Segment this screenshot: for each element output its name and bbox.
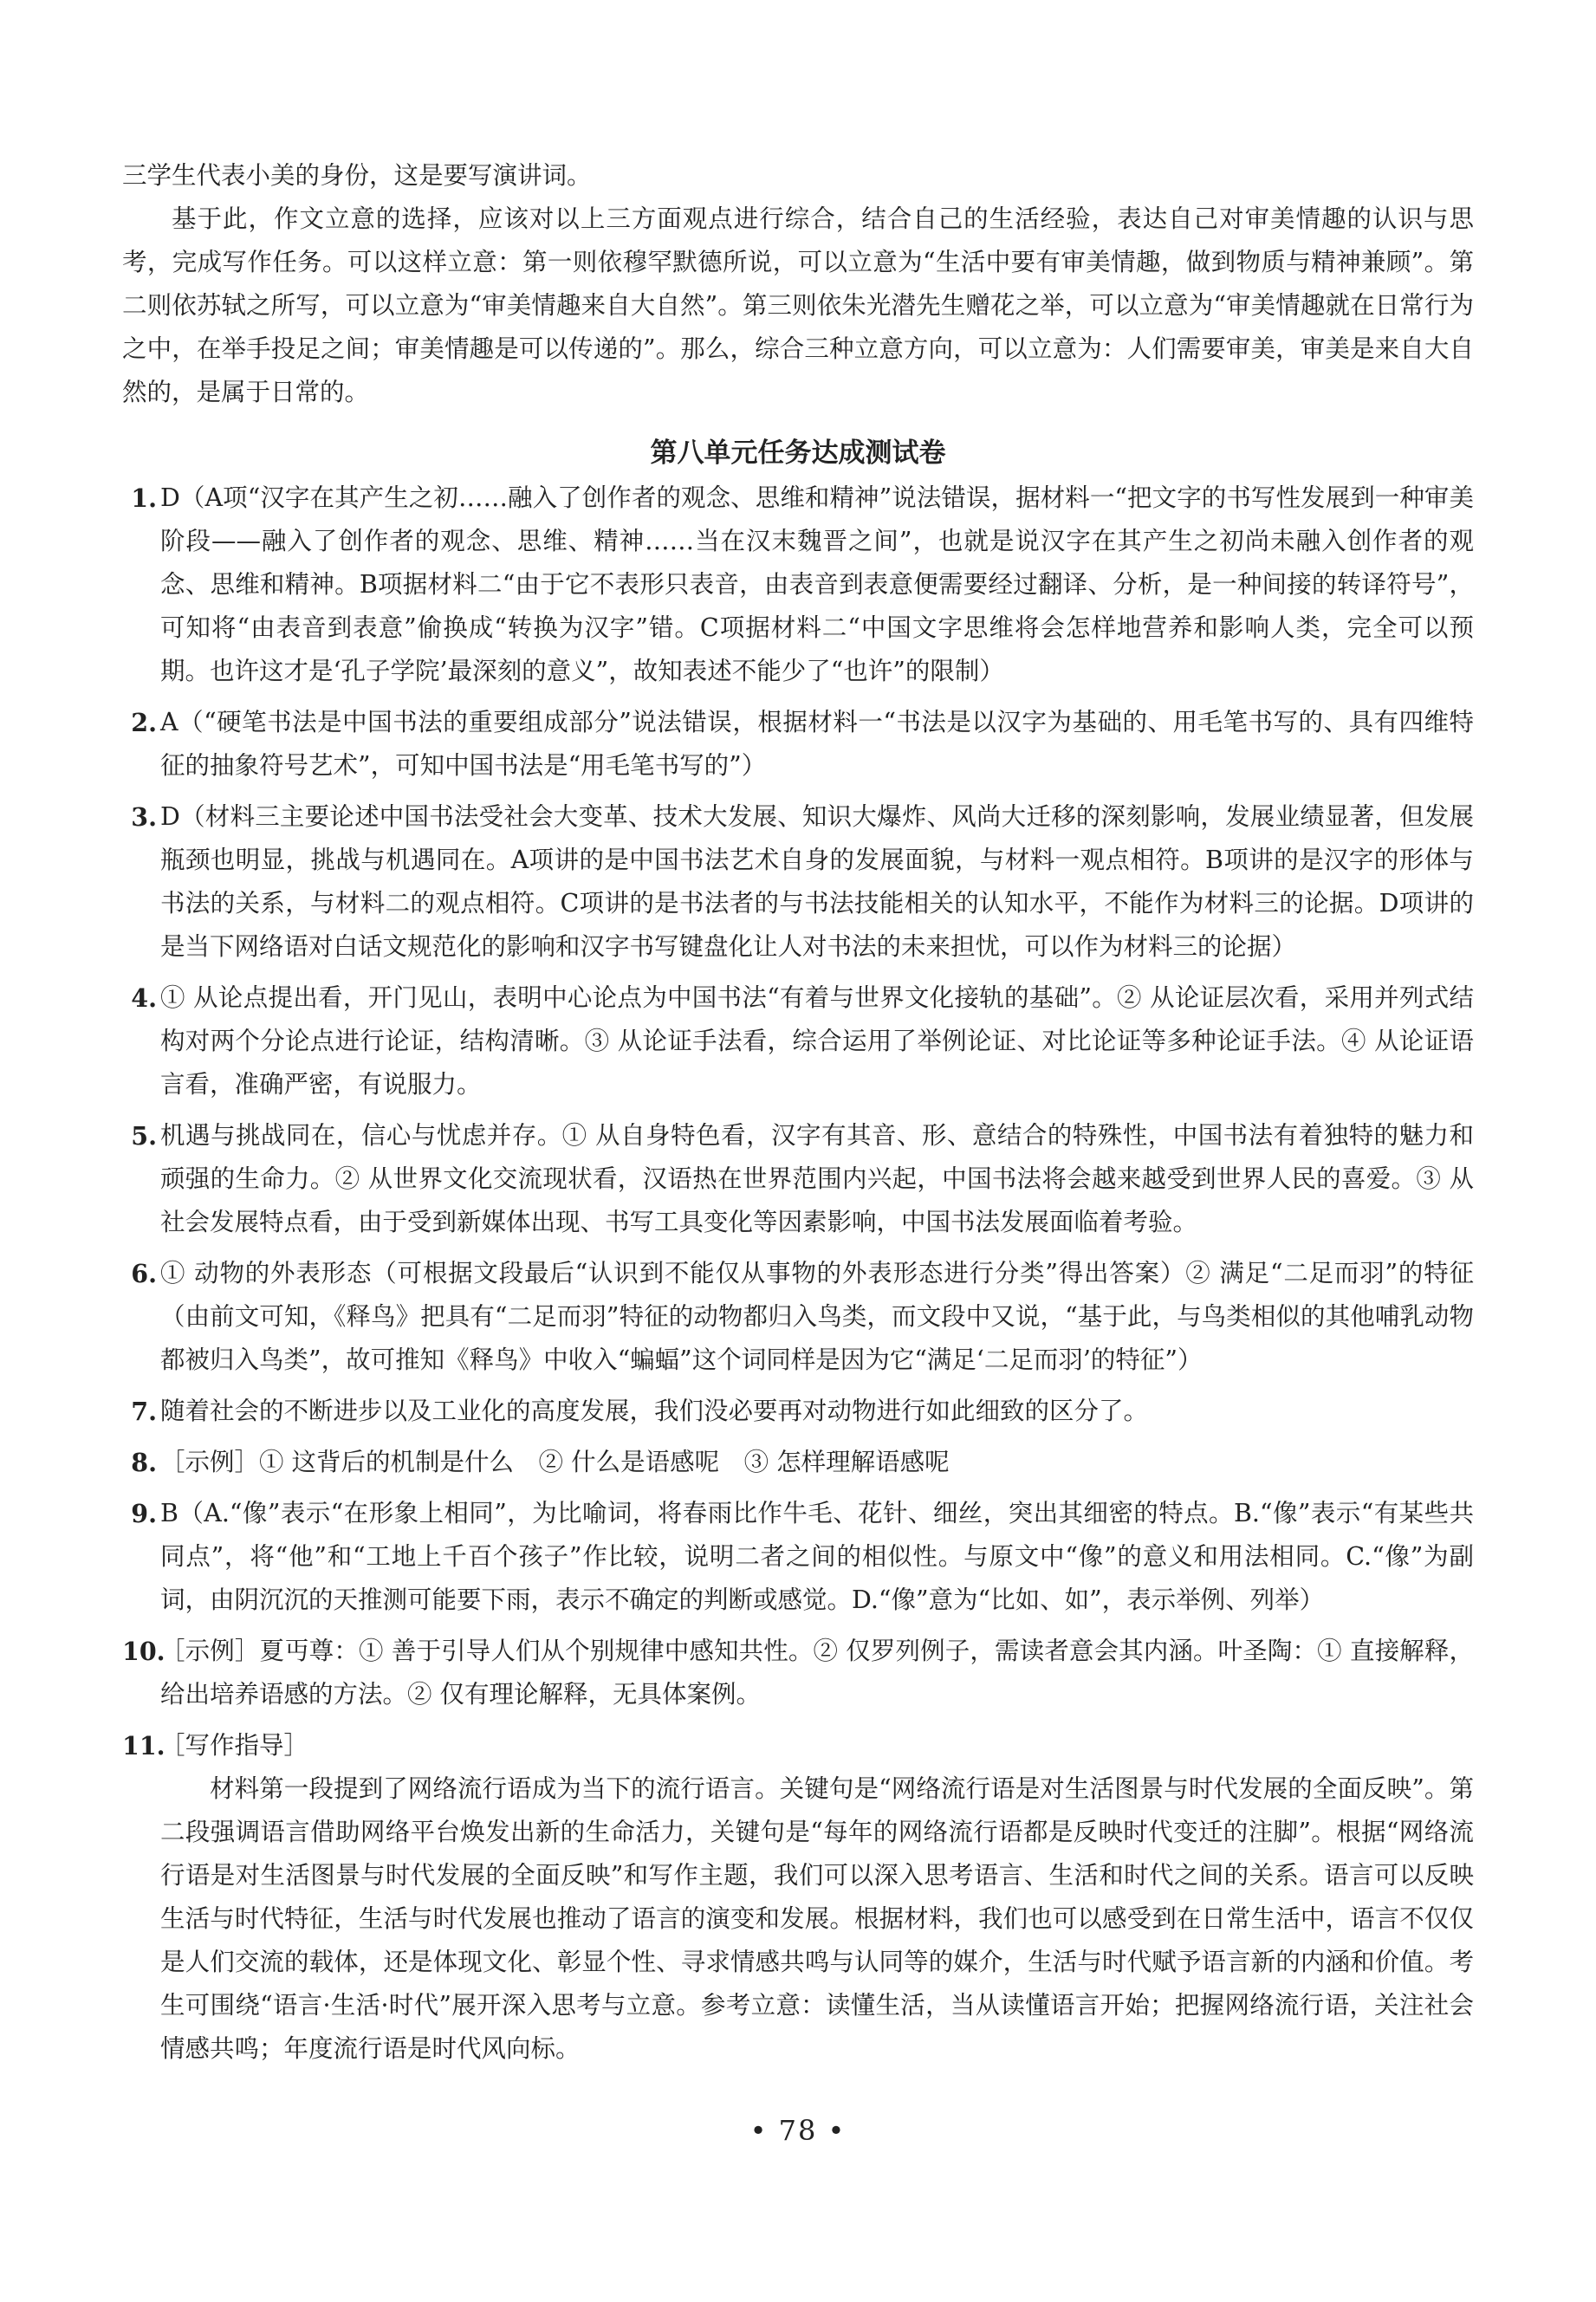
essay-intent-paragraph: 基于此，作文立意的选择，应该对以上三方面观点进行综合，结合自己的生活经验，表达自己对审美情趣的认识与思考，完成写作任务。可以这样立意：第一则依穆罕默德所说，可以立意为“生活中要有审美情趣，做到物质与精神兼顾”。第二则依苏轼之所写，可以立意为“审美情趣来自大自然”。第三则依朱光潜先生赠花之举，可以立意为“审美情趣就在日常行为之中，在举手投足之间；审美情趣是可以传递的”。那么，综合三种立意方向，可以立意为：人们需要审美，审美是来自大自然的，是属于日常的。: [122, 204, 1474, 406]
answer-item-10: [122, 1630, 1474, 1716]
answer-number: 4 .: [122, 976, 157, 1020]
answer-text: B（A.“像”表示“在形象上相同”，为比喻词，将春雨比作牛毛、花针、细丝，突出其细密的特点。B.“像”表示“有某些共同点”，将“他”和“工地上千百个孩子”作比较，说明二者之间的相似性。与原文中“像”的意义和用法相同。C.“像”为副词，由阴沉沉的天推测可能要下雨，表示不确定的判断或感觉。D.“像”意为“比如、如”，表示举例、列举）: [160, 1499, 1474, 1614]
answer-text: ① 动物的外表形态（可根据文段最后“认识到不能仅从事物的外表形态进行分类”得出答案）② 满足“二足而羽”的特征（由前文可知，《释鸟》把具有“二足而羽”特征的动物都归入鸟类，而文段中又说，“基于此，与鸟类相似的其他哺乳动物都被归入鸟类”，故可推知《释鸟》中收入“蝙蝠”这个词同样是因为它“满足‘二足而羽’的特征”）: [160, 1259, 1474, 1374]
answer-item-9: [122, 1492, 1474, 1622]
answer-text: ［示例］夏丏尊：① 善于引导人们从个别规律中感知共性。② 仅罗列例子，需读者意会其内涵。叶圣陶：① 直接解释，给出培养语感的方法。② 仅有理论解释，无具体案例。: [160, 1637, 1474, 1709]
answer-number: 3 .: [122, 795, 157, 839]
page-number: • 78 •: [749, 2114, 847, 2147]
answer-number: 10 .: [122, 1630, 157, 1673]
answer-text: A（“硬笔书法是中国书法的重要组成部分”说法错误，根据材料一“书法是以汉字为基础的、用毛笔书写的、具有四维特征的抽象符号艺术”，可知中国书法是“用毛笔书写的”）: [160, 708, 1474, 780]
answer-item-4: [122, 976, 1474, 1106]
answer-text: ① 从论点提出看，开门见山，表明中心论点为中国书法“有着与世界文化接轨的基础”。② 从论证层次看，采用并列式结构对两个分论点进行论证，结构清晰。③ 从论证手法看，综合运用了举例论证、对比论证等多种论证手法。④ 从论证语言看，准确严密，有说服力。: [160, 983, 1474, 1099]
answer-number: 11 .: [122, 1724, 157, 1767]
answer-item-3: [122, 795, 1474, 969]
writing-guide-paragraph: 材料第一段提到了网络流行语成为当下的流行语言。关键句是“网络流行语是对生活图景与时代发展的全面反映”。第二段强调语言借助网络平台焕发出新的生命活力，关键句是“每年的网络流行语都是反映时代变迁的注脚”。根据“网络流行语是对生活图景与时代发展的全面反映”和写作主题，我们可以深入思考语言、生活和时代之间的关系。语言可以反映生活与时代特征，生活与时代发展也推动了语言的演变和发展。根据材料，我们也可以感受到在日常生活中，语言不仅仅是人们交流的载体，还是体现文化、彰显个性、寻求情感共鸣与认同等的媒介，生活与时代赋予语言新的内涵和价值。考生可围绕“语言·生活·时代”展开深入思考与立意。参考立意：读懂生活，当从读懂语言开始；把握网络流行语，关注社会情感共鸣；年度流行语是时代风向标。: [160, 1774, 1474, 2063]
answer-text: ［写作指导］: [160, 1731, 309, 1760]
answer-number: 9 .: [122, 1492, 157, 1535]
page-content: [122, 154, 1474, 2078]
answer-text: D（A项“汉字在其产生之初……融入了创作者的观念、思维和精神”说法错误，据材料一“把文字的书写性发展到一种审美阶段——融入了创作者的观念、思维、精神……当在汉末魏晋之间”，也就是说汉字在其产生之初尚未融入创作者的观念、思维和精神。B项据材料二“由于它不表形只表音，由表音到表意便需要经过翻译、分析，是一种间接的转译符号”，可知将“由表音到表意”偷换成“转换为汉字”错。C项据材料二“中国文字思维将会怎样地营养和影响人类，完全可以预期。也许这才是‘孔子学院’最深刻的意义”，故知表述不能少了“也许”的限制）: [160, 483, 1474, 685]
answer-item-6: [122, 1252, 1474, 1382]
answer-item-5: [122, 1114, 1474, 1244]
section-title: 第八单元任务达成测试卷: [650, 438, 946, 469]
answer-number: 5 .: [122, 1114, 157, 1157]
answer-item-7: [122, 1390, 1474, 1433]
continued-paragraph: 三学生代表小美的身份，这是要写演讲词。: [122, 161, 592, 190]
answer-item-11: [122, 1724, 1474, 2071]
answer-item-8: [122, 1441, 1474, 1484]
answer-number: 6 .: [122, 1252, 157, 1295]
answer-number: 2 .: [122, 701, 157, 744]
answer-number: 7 .: [122, 1390, 157, 1433]
answer-number: 1 .: [122, 477, 157, 520]
answer-item-2: [122, 701, 1474, 788]
answer-item-1: [122, 477, 1474, 693]
answer-number: 8 .: [122, 1441, 157, 1484]
answer-text: 随着社会的不断进步以及工业化的高度发展，我们没必要再对动物进行如此细致的区分了。: [160, 1397, 1149, 1425]
answer-text: D（材料三主要论述中国书法受社会大变革、技术大发展、知识大爆炸、风尚大迁移的深刻影响，发展业绩显著，但发展瓶颈也明显，挑战与机遇同在。A项讲的是中国书法艺术自身的发展面貌，与材料一观点相符。B项讲的是汉字的形体与书法的关系，与材料二的观点相符。C项讲的是书法者的与书法技能相关的认知水平，不能作为材料三的论据。D项讲的是当下网络语对白话文规范化的影响和汉字书写键盘化让人对书法的未来担忧，可以作为材料三的论据）: [160, 802, 1474, 961]
answer-text: 机遇与挑战同在，信心与忧虑并存。① 从自身特色看，汉字有其音、形、意结合的特殊性，中国书法有着独特的魅力和顽强的生命力。② 从世界文化交流现状看，汉语热在世界范围内兴起，中国书法将会越来越受到世界人民的喜爱。③ 从社会发展特点看，由于受到新媒体出现、书写工具变化等因素影响，中国书法发展面临着考验。: [160, 1121, 1474, 1236]
answer-text: ［示例］① 这背后的机制是什么 ② 什么是语感呢 ③ 怎样理解语感呢: [160, 1448, 950, 1476]
